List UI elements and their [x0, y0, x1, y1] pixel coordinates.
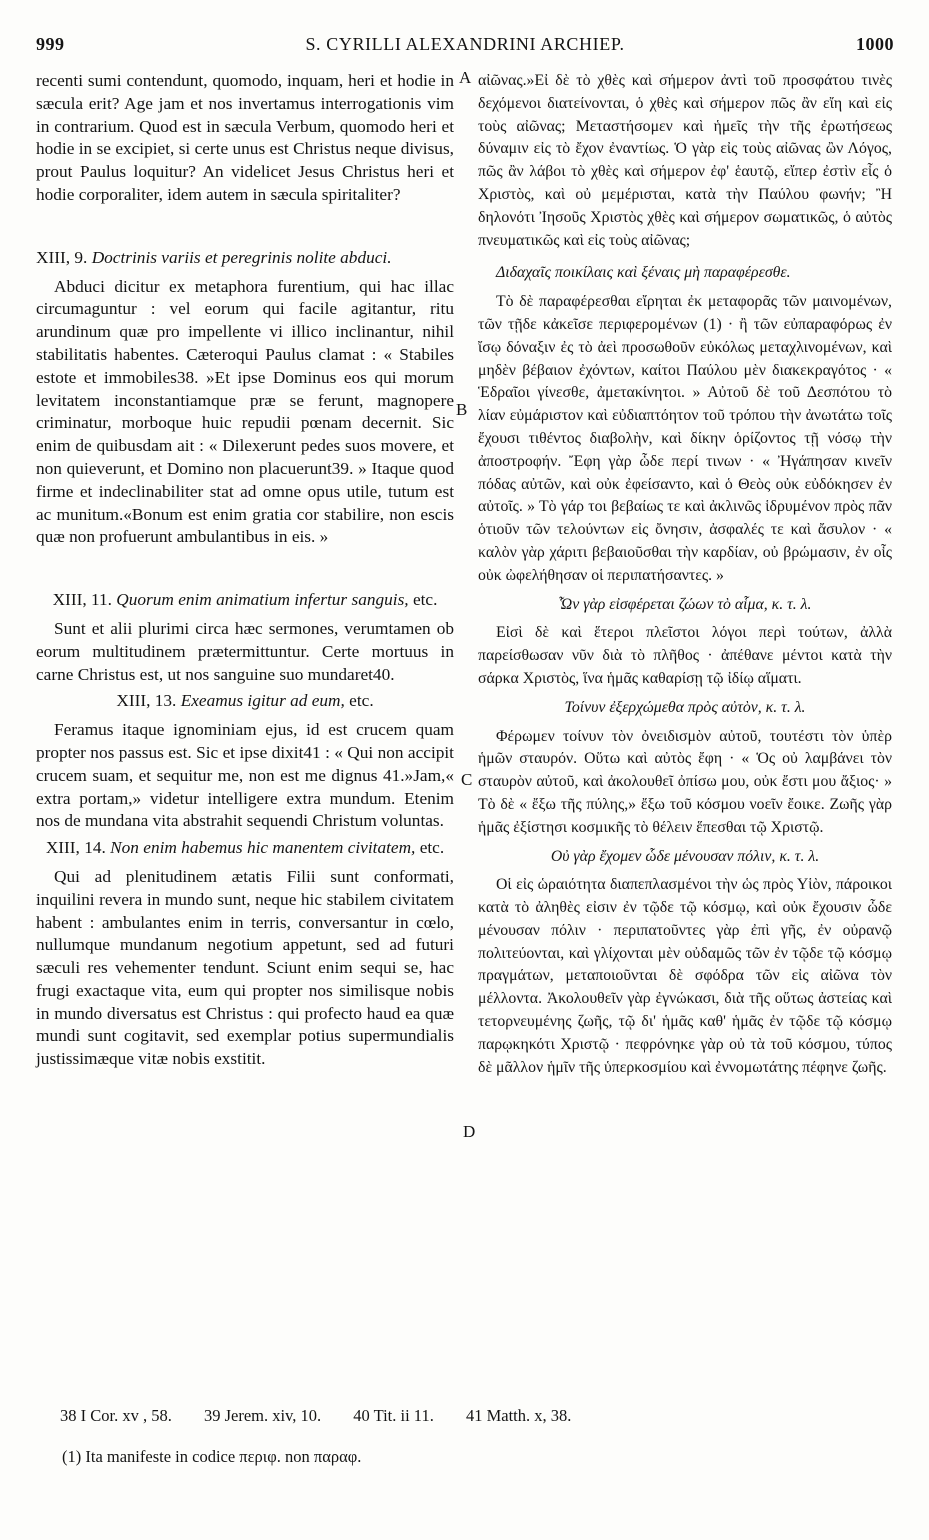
greek-paragraph: Οἱ εἰς ὡραιότητα διαπεπλασμένοι τὴν ὡς πρὸς Υἱὸν, πάροικοι κατὰ τὸ ἀληθὲς εἰσιν ἐν τῷδε τῷ κόσμῳ, καὶ οὐκ ἔχουσιν ὧδε μένουσαν πόλιν · περιπατοῦντες γὰρ ἐπὶ γῆς, ἐν οὐρανῷ πολιτεύονται, καὶ γλίχονται μὲν οὐδαμῶς τῶν ἐν τῷδε τῷ κόσμῳ πραγμάτων, μεταποιοῦνται δὲ σφόδρα τῶν εἰς αἰῶνα τὸν μέλλοντα. Ἀκολουθεῖν γὰρ ἐγνώκασι, διὰ τῆς οὕτως ἀστείας καὶ τετορνευμένης ζωῆς, τῷ δι' ἡμᾶς καθ' ἡμᾶς ἐν τῷδε τῷ κόσμῳ παρῳκηκότι Χριστῷ · πεφρόνηκε γὰρ οὐ τὰ τοῦ κόσμου, τύπος δὲ μᾶλλον ἡμῖν τῆς ὑπερκοσμίου καὶ ἐννομωτάτης πέφηνε ζωῆς.	[478, 876, 892, 1076]
margin-letter-b: B	[456, 400, 468, 419]
verse-lemma: Non enim habemus hic manentem civitatem,	[110, 838, 416, 858]
verse-etc: etc.	[412, 590, 438, 610]
latin-paragraph: Sunt et alii plurimi circa hæc sermones, verumtamen ob eorum multitudinem prætermittuntur. Certe mortuus in carne Christus est, ut nos sanguine suo mundaret40.	[36, 618, 454, 684]
verse-reference: XIII, 11.	[52, 590, 112, 610]
latin-paragraph: Qui ad plenitudinem ætatis Filii sunt conformati, inquilini revera in mundo sunt, neque hic stabilem civitatem habent : ambulantes enim in terris, conversantur in cœlo, nullumque mundanum negotium appetunt, sed ad futuri sæculi res vehementer tendunt. Sciunt enim sequi se, hac frugi exactaque vita, eum qui propter nos similisque nobis in mundo diversatus est Christus : qui profecto haud ea quæ mundi sunt cogitavit, sed exemplar potius supermundialis justissimæque vitæ nobis exstitit.	[36, 866, 454, 1069]
latin-heading	[36, 690, 454, 713]
page-header	[36, 34, 894, 60]
greek-heading: Οὐ γὰρ ἔχομεν ὧδε μένουσαν πόλιν, κ. τ. λ.	[550, 847, 820, 865]
margin-letter-d: D	[463, 1122, 476, 1141]
running-title: S. CYRILLI ALEXANDRINI ARCHIEP.	[305, 34, 625, 54]
editorial-note: (1) Ita manifeste in codice περιφ. non παραφ.	[62, 1447, 362, 1466]
footnote-39: 39 Jerem. xiv, 10.	[203, 1406, 322, 1425]
right-page-number: 1000	[856, 34, 894, 54]
latin-heading	[36, 589, 454, 612]
margin-letter-c: C	[461, 770, 473, 789]
greek-paragraph: Τὸ δὲ παραφέρεσθαι εἴρηται ἐκ μεταφορᾶς τῶν μαινομένων, τῶν τῇδε κἀκεῖσε περιφερομένων (1) · ἢ τῶν εὐπαραφόρως ἐν ἴσῳ δόναξιν ἐς τὸ ἀεὶ προσωθοῦν εὐκόλως μεταχλινομένων, καὶ μηδὲν βέβαιον ἐχόντων, καίτοι Παύλου μὲν διακεκραγότος · « Ἑδραῖοι γίνεσθε, ἀμετακίνητοι. » Αὐτοῦ δὲ τοῦ Δεσπότου τὸ λίαν εὐμάριστον καὶ εὐδιαπτόητον τοῦ τρόπου τὴν ἀνωτάτω τοῖς ἔχουσι τιθέντος διαβολὴν, καὶ δίκην ὁρίζοντος τῇ νόσῳ τὴν ἀποστροφήν. Ἔφη γὰρ ὧδε περί τινων · « Ἠγάπησαν κινεῖν πόδας αὐτῶν, καὶ οὐκ ἐφείσαντο, καὶ ὁ Θεὸς οὐκ εὐδόκησεν ἐν αὐτοῖς. » Τὸ γάρ τοι βεβαίως τε καὶ ἀκλινῶς ἱδρυμένον πρὸς πᾶν ὁτιοῦν τῶν τελούντων εἰς ὄνησιν, ἀσφαλές τε καὶ ἄσυλον · « καλὸν γὰρ χάριτι βεβαιοῦσθαι τὴν καρδίαν, οὐ βρώμασιν, ἐν οἷς οὐκ ὠφελήθησαν οἱ περιπατήσαντες. »	[478, 293, 892, 584]
verse-reference: XIII, 14.	[45, 838, 106, 858]
greek-column	[478, 70, 892, 1079]
footnote-38: 38 I Cor. xv , 58.	[60, 1406, 172, 1425]
verse-etc: etc.	[419, 838, 445, 858]
footnote-41: 41 Matth. x, 38.	[465, 1406, 572, 1425]
greek-heading: Τοίνυν ἐξερχώμεθα πρὸς αὐτὸν, κ. τ. λ.	[564, 698, 806, 716]
greek-paragraph: Φέρωμεν τοίνυν τὸν ὀνειδισμὸν αὐτοῦ, τουτέστι τὸν ὑπὲρ ἡμῶν σταυρόν. Οὕτω καὶ αὐτὸς ἔφη · « Ὁς οὐ λαμβάνει τὸν σταυρὸν αὐτοῦ, καὶ ἀκολουθεῖ ὀπίσω μου, οὐκ ἔστι μου ἄξιος· » Τὸ δὲ « ἔξω τῆς πύλης,» ἔξω τοῦ κόσμου νοεῖν ἔοικε. Ζωῆς γὰρ ἡμᾶς ἐξίστησι κοσμικῆς τὸ θέλειν ἕπεσθαι τῷ Χριστῷ.	[478, 727, 892, 836]
footnote-40: 40 Tit. ii 11.	[353, 1406, 434, 1425]
margin-letter-a: A	[459, 68, 472, 87]
greek-paragraph: αἰῶνας.»Εἰ δὲ τὸ χθὲς καὶ σήμερον ἀντὶ τοῦ προσφάτου τινὲς δεχόμενοι διατείνονται, ὁ χθὲς καὶ σήμερον πῶς ἂν εἴη καὶ εἰς τοὺς αἰῶνας; Μεταστήσομεν καὶ ἡμεῖς τὴν τῆς ἐρωτήσεως δύναμιν εἰς τὸ ἔχον ἐναντίως. Ὁ γὰρ εἰς τοὺς αἰῶνας ὢν Λόγος, πῶς ἂν λάβοι τὸ χθὲς καὶ σήμερον ἐφ' ἑαυτῷ, εἴπερ ἐστὶν εἷς ὁ Χριστὸς, καὶ οὐ μεμέρισται, κατὰ τὴν Παύλου φωνήν; Ἢ δηλονότι Ἰησοῦς Χριστὸς χθὲς καὶ σήμερον σωματικῶς, ὁ αὐτὸς πνευματικῶς καὶ εἰς τοὺς αἰῶνας;	[478, 72, 892, 249]
left-page-number: 999	[36, 34, 65, 54]
verse-reference: XIII, 9.	[36, 247, 88, 267]
scripture-footnotes	[60, 1405, 880, 1427]
latin-paragraph: recenti sumi contendunt, quomodo, inquam, heri et hodie in sæcula erit? Age jam et nos invertamus interrogationis vim in contrarium. Quod est in sæcula Verbum, quomodo heri et hodie in se excipiet, si certe unus est Christus neque divisus, prout Paulus loquitur? An videlicet Jesus Christus heri et hodie corporaliter, idem autem in sæcula spiritaliter?	[36, 71, 454, 204]
verse-lemma: Doctrinis variis et peregrinis nolite abduci.	[91, 247, 392, 267]
latin-column	[36, 70, 454, 1071]
latin-paragraph: Abduci dicitur ex metaphora furentium, qui hac illac circumaguntur : vel eorum qui facile agitantur, ritu arundinum quæ pro impellente vi illico inclinantur, nihil stabilitatis habentes. Cæteroqui Paulus clamat : « Stabiles estote et immobiles38. »Et ipse Dominus eos qui morum levitatem inconstantiamque præ se ferunt, magnopere criminatur, morboque huic repudii pœnam decernit. Sic enim de quibusdam ait : « Dilexerunt pedes suos movere, et non quieverunt, et Domino non placuerunt39. » Itaque quod firme et indeclinabiliter stat ad omne opus utile, tutum est ac munitum.«Bonum est enim gratia cor stabilire, non escis quæ non profuerunt ambulantibus in eis. »	[36, 276, 454, 547]
greek-heading: Διδαχαῖς ποικίλαις καὶ ξέναις μὴ παραφέρεσθε.	[496, 264, 791, 282]
latin-heading	[36, 247, 454, 270]
latin-heading	[36, 837, 454, 860]
latin-paragraph: Feramus itaque ignominiam ejus, id est crucem quam propter nos passus est. Sic et ipse dixit41 : « Qui non accipit crucem suam, et sequitur me, non est me dignus 41.»Jam,« extra portam,» videtur intelligere extra mundum. Etenim nos de mundana vita abstrahit sequendi Christum voluntas.	[36, 720, 454, 831]
greek-paragraph: Εἰσὶ δὲ καὶ ἕτεροι πλεῖστοι λόγοι περὶ τούτων, ἀλλὰ παρείσθωσαν νῦν διὰ τὸ πλῆθος · ἀπέθανε μέντοι κατὰ τὴν σάρκα Χριστὸς, ἵνα ἡμᾶς καθαρίσῃ τῷ ἰδίῳ αἵματι.	[478, 624, 892, 687]
verse-lemma: Quorum enim animatium infertur sanguis,	[116, 590, 409, 610]
verse-reference: XIII, 13.	[116, 691, 177, 711]
greek-heading: Ὧν γὰρ εἰσφέρεται ζώων τὸ αἷμα, κ. τ. λ.	[558, 595, 812, 613]
verse-etc: etc.	[349, 691, 374, 711]
verse-lemma: Exeamus igitur ad eum,	[180, 691, 345, 711]
